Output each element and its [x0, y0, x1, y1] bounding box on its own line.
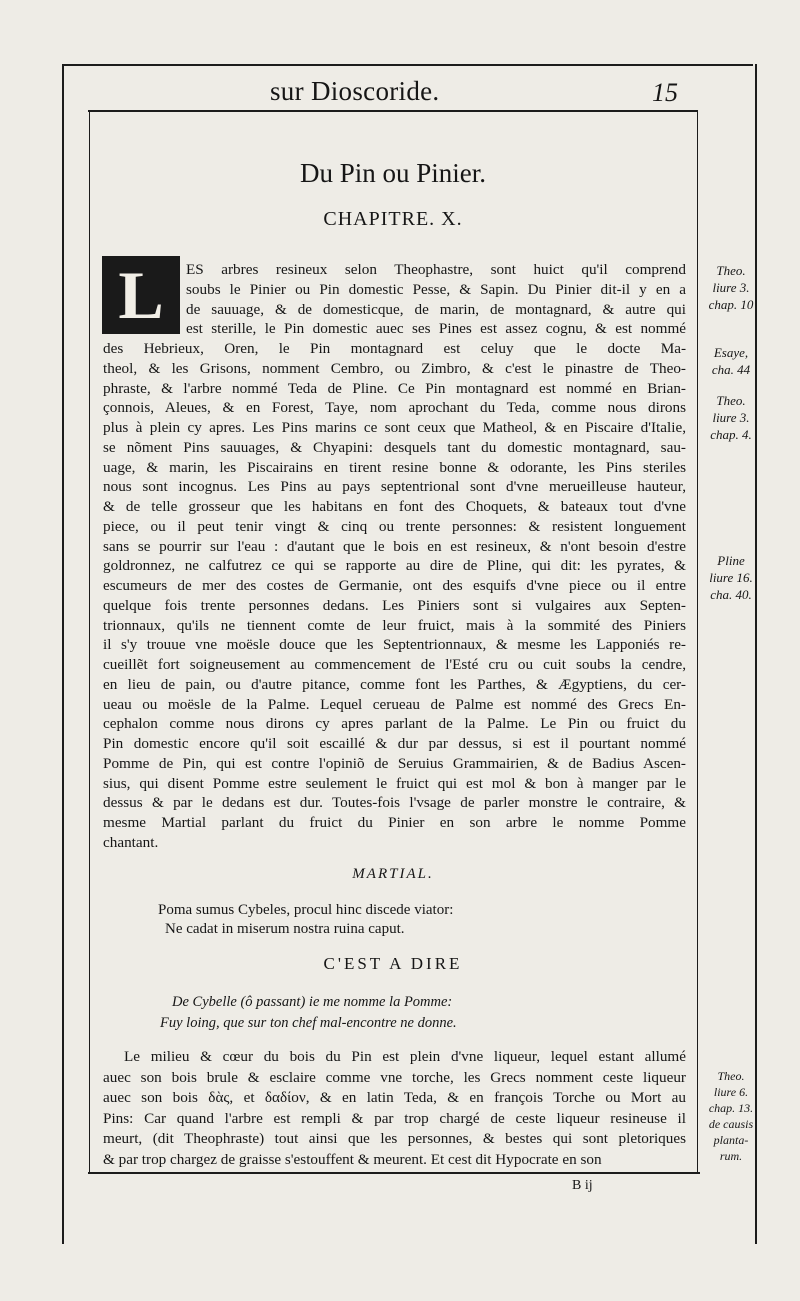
running-head: sur Dioscoride. — [270, 76, 440, 106]
text-line: theol, & les Grisons, nomment Cembro, ou Zimbro, & c'est le pinastre de Theo- — [103, 359, 686, 377]
text-line: il s'y trouue vne moësle douce que les Septentrionnaux, & mesme les Lapponiés re- — [103, 636, 686, 654]
text-line: cephalon comme nous dirons cy apres parlant de la Palme. Le Pin ou fruict du — [103, 715, 686, 733]
french-verse-line: Fuy loing, que sur ton chef mal-encontre ne donne. — [160, 1015, 457, 1031]
text-line: ES arbres resineux selon Theophastre, sont huict qu'il comprend — [186, 261, 686, 278]
section-heading-martial: MARTIAL. — [352, 866, 434, 882]
text-line: chantant. — [103, 833, 159, 851]
margin-note — [700, 552, 762, 603]
margin-note-line: rum. — [719, 1149, 743, 1163]
text-block-left-rule — [89, 111, 90, 1173]
text-line: soubs le Pinier ou Pin domestic Pesse, & Sapin. Du Pinier dit-il y en a — [186, 280, 686, 298]
page-number: 15 — [652, 78, 678, 107]
text-line: sius, qui disent Pomme estre seulement le fruict qui est mol & bon à manger par le — [103, 774, 686, 792]
margin-note-line: de causis — [708, 1117, 754, 1131]
text-line: auec son bois δὰς, et δαδίον, & en latin Teda, & en françois Torche ou Mort au — [103, 1089, 686, 1106]
margin-note-line: liure 6. — [713, 1085, 749, 1099]
outer-frame-right-rule — [755, 64, 757, 1244]
text-line: est sterille, le Pin domestic auec ses Pines est assez cognu, & est nommé — [186, 320, 686, 338]
text-line: nous sont incognus. Les Pins au pays septentrional sont d'vne merueilleuse hauteur, — [103, 478, 686, 496]
margin-note-line: Theo. — [716, 263, 746, 278]
text-line: de sauuage, & de domesticque, de marin, de montagnard, & autre qui — [186, 300, 686, 318]
text-line: Pin domestic encore qu'il soit escaillé & dur par dessus, si est il pourtant nommé — [103, 735, 686, 752]
latin-verse-line: Ne cadat in miserum nostra ruina caput. — [165, 921, 405, 937]
margin-note-line: Theo. — [717, 1069, 745, 1083]
margin-note-line: cha. 40. — [710, 587, 752, 602]
text-line: goldronnez, ne calfutrez ce qui se rapporte au dire de Pline, qui dit: les pyrates, & — [103, 557, 686, 575]
margin-note-line: chap. 13. — [708, 1101, 754, 1115]
text-line: Pomme de Pin, qui est contre l'opiniõ de Seruius Grammairien, & de Badius Ascen- — [103, 754, 686, 772]
text-line: mesme Martial parlant du fruict du Pinier en son arbre le nomme Pomme — [103, 814, 686, 831]
text-line: des Hebrieux, Oren, le Pin montagnard est celuy que le docte Ma- — [103, 340, 686, 357]
text-line: sans se pourrir sur l'eau : d'autant que le bois en est resineux, & n'ont besoin d'estre — [103, 537, 686, 555]
text-line: trionnaux, qu'ils ne tiennent comte de leur fruict, mais à la sommité des Piniers — [103, 616, 686, 634]
margin-note-line: chap. 4. — [710, 427, 752, 442]
text-block-right-rule — [697, 111, 698, 1173]
text-line: cueillẽt fort soigneusement au commencement de l'Esté cru ou cuit soubs la cendre, — [103, 656, 686, 673]
margin-note-line: planta- — [713, 1133, 749, 1147]
margin-note — [700, 262, 762, 313]
text-line: & par trop chargez de graisse s'estouffent & meurent. Et cest dit Hypocrate en son — [103, 1150, 602, 1168]
margin-note-line: Theo. — [716, 393, 746, 408]
margin-note-line: liure 3. — [712, 280, 750, 295]
text-line: Le milieu & cœur du bois du Pin est plein d'vne liqueur, lequel estant allumé — [124, 1048, 686, 1065]
text-line: auec son bois brule & esclaire comme vne torche, les Grecs nomment ceste liqueur — [103, 1068, 686, 1086]
margin-note-line: liure 16. — [709, 570, 753, 585]
chapter-number: CHAPITRE. X. — [323, 208, 463, 230]
text-line: çonnois, Aleues, & en Forest, Taye, nom aprochant du Teda, comme nous dirons — [103, 399, 686, 417]
text-line: plus à plein cy apres. Les Pins marins ce sont ceux que Matheol, & en Piscaire d'Italie, — [103, 419, 686, 436]
signature-mark: B ij — [572, 1178, 593, 1193]
section-heading-cest-a-dire: C'EST A DIRE — [323, 954, 463, 973]
latin-verse-line: Poma sumus Cybeles, procul hinc discede viator: — [158, 902, 454, 918]
outer-frame-top-rule — [63, 64, 753, 66]
margin-note — [700, 344, 762, 378]
header-rule — [88, 110, 698, 112]
margin-note-line: Pline — [717, 553, 745, 568]
margin-note — [700, 1068, 762, 1164]
decorated-initial: L — [102, 256, 180, 334]
margin-note — [700, 392, 762, 443]
text-line: quelque fois trente personnes dedans. Les Piniers sont si vulgaires aux Septen- — [103, 596, 686, 614]
text-line: escumeurs de mer des costes de Germanie, ont des esquifs d'vne piece ou il entre — [103, 577, 686, 594]
margin-note-line: liure 3. — [712, 410, 750, 425]
french-verse-line: De Cybelle (ô passant) ie me nomme la Pomme: — [172, 994, 453, 1010]
text-line: uage, & marin, les Piscairains en tirent resine bonne & odorante, les Pins steriles — [103, 458, 686, 476]
text-block-bottom-rule — [88, 1172, 700, 1174]
margin-note-line: Esaye, — [713, 345, 749, 360]
text-line: piece, ou il peut tenir vingt & cinq ou trente personnes: & resistent longuement — [103, 517, 686, 535]
text-line: se nõment Pins sauuages, & Chyapini: desquels tant du domestic montagnard, sau- — [103, 438, 686, 456]
text-line: phraste, & l'arbre nommé Teda de Pline. Ce Pin montagnard est nommé en Brian- — [103, 379, 686, 397]
margin-note-line: chap. 10 — [708, 297, 754, 312]
margin-note-line: cha. 44 — [711, 362, 751, 377]
text-line: Pins: Car quand l'arbre est rempli & par trop chargé de ceste liqueur resineuse il — [103, 1109, 686, 1127]
text-line: meurt, (dit Theophraste) tout ainsi que les personnes, & bestes qui sont pletoriques — [103, 1130, 686, 1147]
text-line: ueau ou moësle de la Palme. Lequel cerueau de Palme est nommé des Grecs En- — [103, 695, 686, 713]
text-line: en lieu de pain, ou d'autre pitance, comme font les Parthes, & Ægyptiens, du cer- — [103, 675, 686, 693]
text-line: & de telle grosseur que les habitans en font des Choquets, & bateaux tout d'vne — [103, 498, 686, 515]
outer-frame-left-rule — [62, 64, 64, 1244]
chapter-title: Du Pin ou Pinier. — [299, 158, 487, 188]
text-line: dessus & par le dedans est dur. Toutes-fois l'vsage de parler monstre le contraire, & — [103, 794, 686, 812]
